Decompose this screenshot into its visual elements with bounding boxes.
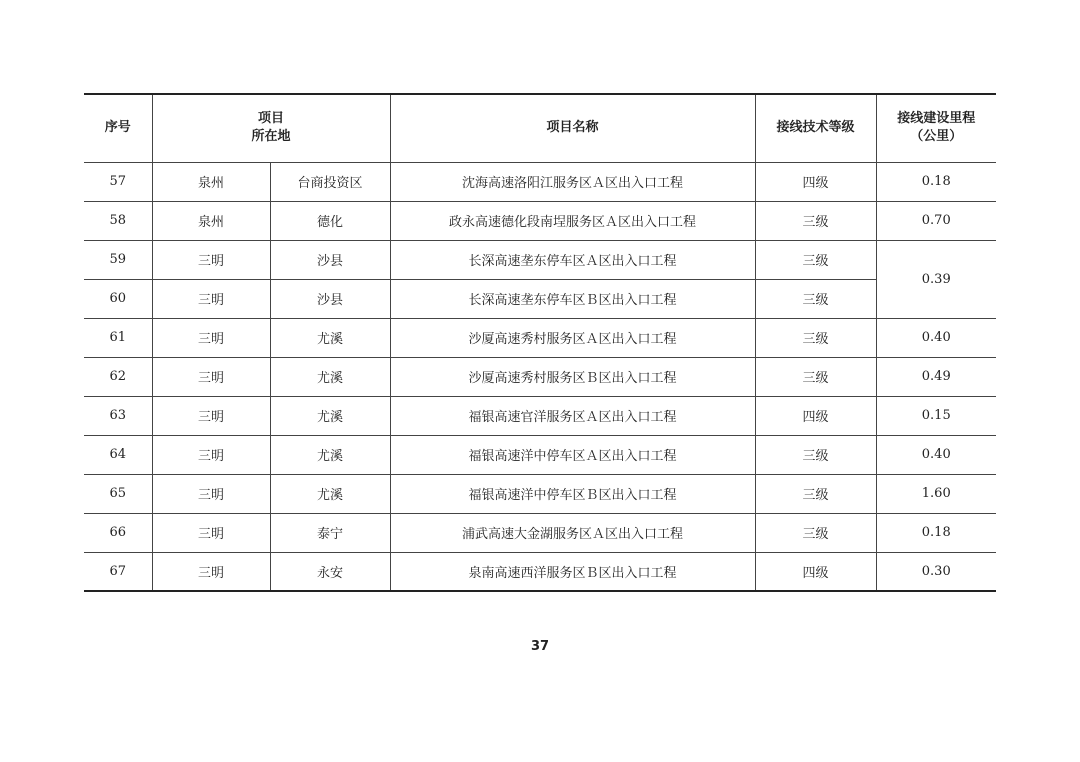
cell-grade: 四级 xyxy=(755,162,876,201)
header-name: 项目名称 xyxy=(390,94,755,162)
cell-district: 尤溪 xyxy=(270,435,390,474)
table-row xyxy=(84,474,996,513)
header-mileage xyxy=(876,94,996,162)
cell-city: 三明 xyxy=(152,396,270,435)
cell-index: 60 xyxy=(84,279,152,318)
cell-mileage: 1.60 xyxy=(876,474,996,513)
cell-index: 63 xyxy=(84,396,152,435)
cell-mileage: 0.30 xyxy=(876,552,996,591)
cell-district: 永安 xyxy=(270,552,390,591)
cell-district: 尤溪 xyxy=(270,318,390,357)
cell-project-name: 泉南高速西洋服务区Ｂ区出入口工程 xyxy=(390,552,755,591)
cell-city: 泉州 xyxy=(152,201,270,240)
cell-district: 尤溪 xyxy=(270,396,390,435)
cell-mileage: 0.18 xyxy=(876,162,996,201)
header-mileage-line1: 接线建设里程 xyxy=(897,111,976,127)
cell-district: 沙县 xyxy=(270,279,390,318)
cell-city: 泉州 xyxy=(152,162,270,201)
cell-project-name: 福银高速洋中停车区Ｂ区出入口工程 xyxy=(390,474,755,513)
cell-grade: 三级 xyxy=(755,201,876,240)
cell-index: 59 xyxy=(84,240,152,279)
cell-mileage: 0.18 xyxy=(876,513,996,552)
cell-mileage: 0.40 xyxy=(876,318,996,357)
table-row xyxy=(84,240,996,279)
project-table xyxy=(84,93,996,592)
cell-district: 尤溪 xyxy=(270,474,390,513)
cell-project-name: 长深高速垄东停车区Ａ区出入口工程 xyxy=(390,240,755,279)
cell-index: 67 xyxy=(84,552,152,591)
cell-mileage: 0.15 xyxy=(876,396,996,435)
table-row xyxy=(84,513,996,552)
cell-city: 三明 xyxy=(152,474,270,513)
cell-grade: 三级 xyxy=(755,513,876,552)
cell-grade: 三级 xyxy=(755,435,876,474)
cell-city: 三明 xyxy=(152,318,270,357)
table-row xyxy=(84,201,996,240)
page-number: 37 xyxy=(530,639,550,654)
table-row xyxy=(84,318,996,357)
cell-district: 泰宁 xyxy=(270,513,390,552)
cell-index: 65 xyxy=(84,474,152,513)
header-index: 序号 xyxy=(84,94,152,162)
cell-project-name: 沙厦高速秀村服务区Ａ区出入口工程 xyxy=(390,318,755,357)
header-grade: 接线技术等级 xyxy=(755,94,876,162)
cell-district: 尤溪 xyxy=(270,357,390,396)
cell-mileage: 0.49 xyxy=(876,357,996,396)
table-header-row xyxy=(84,94,996,162)
cell-city: 三明 xyxy=(152,357,270,396)
cell-grade: 三级 xyxy=(755,318,876,357)
table-row xyxy=(84,279,996,318)
cell-city: 三明 xyxy=(152,513,270,552)
cell-project-name: 沈海高速洛阳江服务区Ａ区出入口工程 xyxy=(390,162,755,201)
cell-grade: 四级 xyxy=(755,552,876,591)
cell-mileage: 0.70 xyxy=(876,201,996,240)
cell-project-name: 浦武高速大金湖服务区Ａ区出入口工程 xyxy=(390,513,755,552)
cell-index: 58 xyxy=(84,201,152,240)
cell-grade: 三级 xyxy=(755,357,876,396)
cell-index: 66 xyxy=(84,513,152,552)
table-row xyxy=(84,435,996,474)
table-row xyxy=(84,162,996,201)
cell-city: 三明 xyxy=(152,240,270,279)
header-location-line1: 项目 xyxy=(258,111,285,127)
table-row xyxy=(84,396,996,435)
cell-index: 57 xyxy=(84,162,152,201)
header-mileage-line2: （公里） xyxy=(910,129,963,145)
table-row xyxy=(84,357,996,396)
cell-project-name: 沙厦高速秀村服务区Ｂ区出入口工程 xyxy=(390,357,755,396)
cell-index: 61 xyxy=(84,318,152,357)
cell-mileage-merged: 0.39 xyxy=(876,240,996,318)
cell-district: 德化 xyxy=(270,201,390,240)
cell-city: 三明 xyxy=(152,279,270,318)
cell-district: 台商投资区 xyxy=(270,162,390,201)
cell-project-name: 长深高速垄东停车区Ｂ区出入口工程 xyxy=(390,279,755,318)
cell-grade: 三级 xyxy=(755,474,876,513)
cell-project-name: 福银高速官洋服务区Ａ区出入口工程 xyxy=(390,396,755,435)
cell-city: 三明 xyxy=(152,552,270,591)
cell-mileage: 0.40 xyxy=(876,435,996,474)
cell-grade: 三级 xyxy=(755,279,876,318)
header-location xyxy=(152,94,390,162)
cell-project-name: 政永高速德化段南埕服务区Ａ区出入口工程 xyxy=(390,201,755,240)
cell-city: 三明 xyxy=(152,435,270,474)
cell-grade: 四级 xyxy=(755,396,876,435)
cell-index: 62 xyxy=(84,357,152,396)
cell-index: 64 xyxy=(84,435,152,474)
cell-grade: 三级 xyxy=(755,240,876,279)
cell-project-name: 福银高速洋中停车区Ａ区出入口工程 xyxy=(390,435,755,474)
cell-district: 沙县 xyxy=(270,240,390,279)
table-row xyxy=(84,552,996,591)
header-location-line2: 所在地 xyxy=(251,129,291,145)
